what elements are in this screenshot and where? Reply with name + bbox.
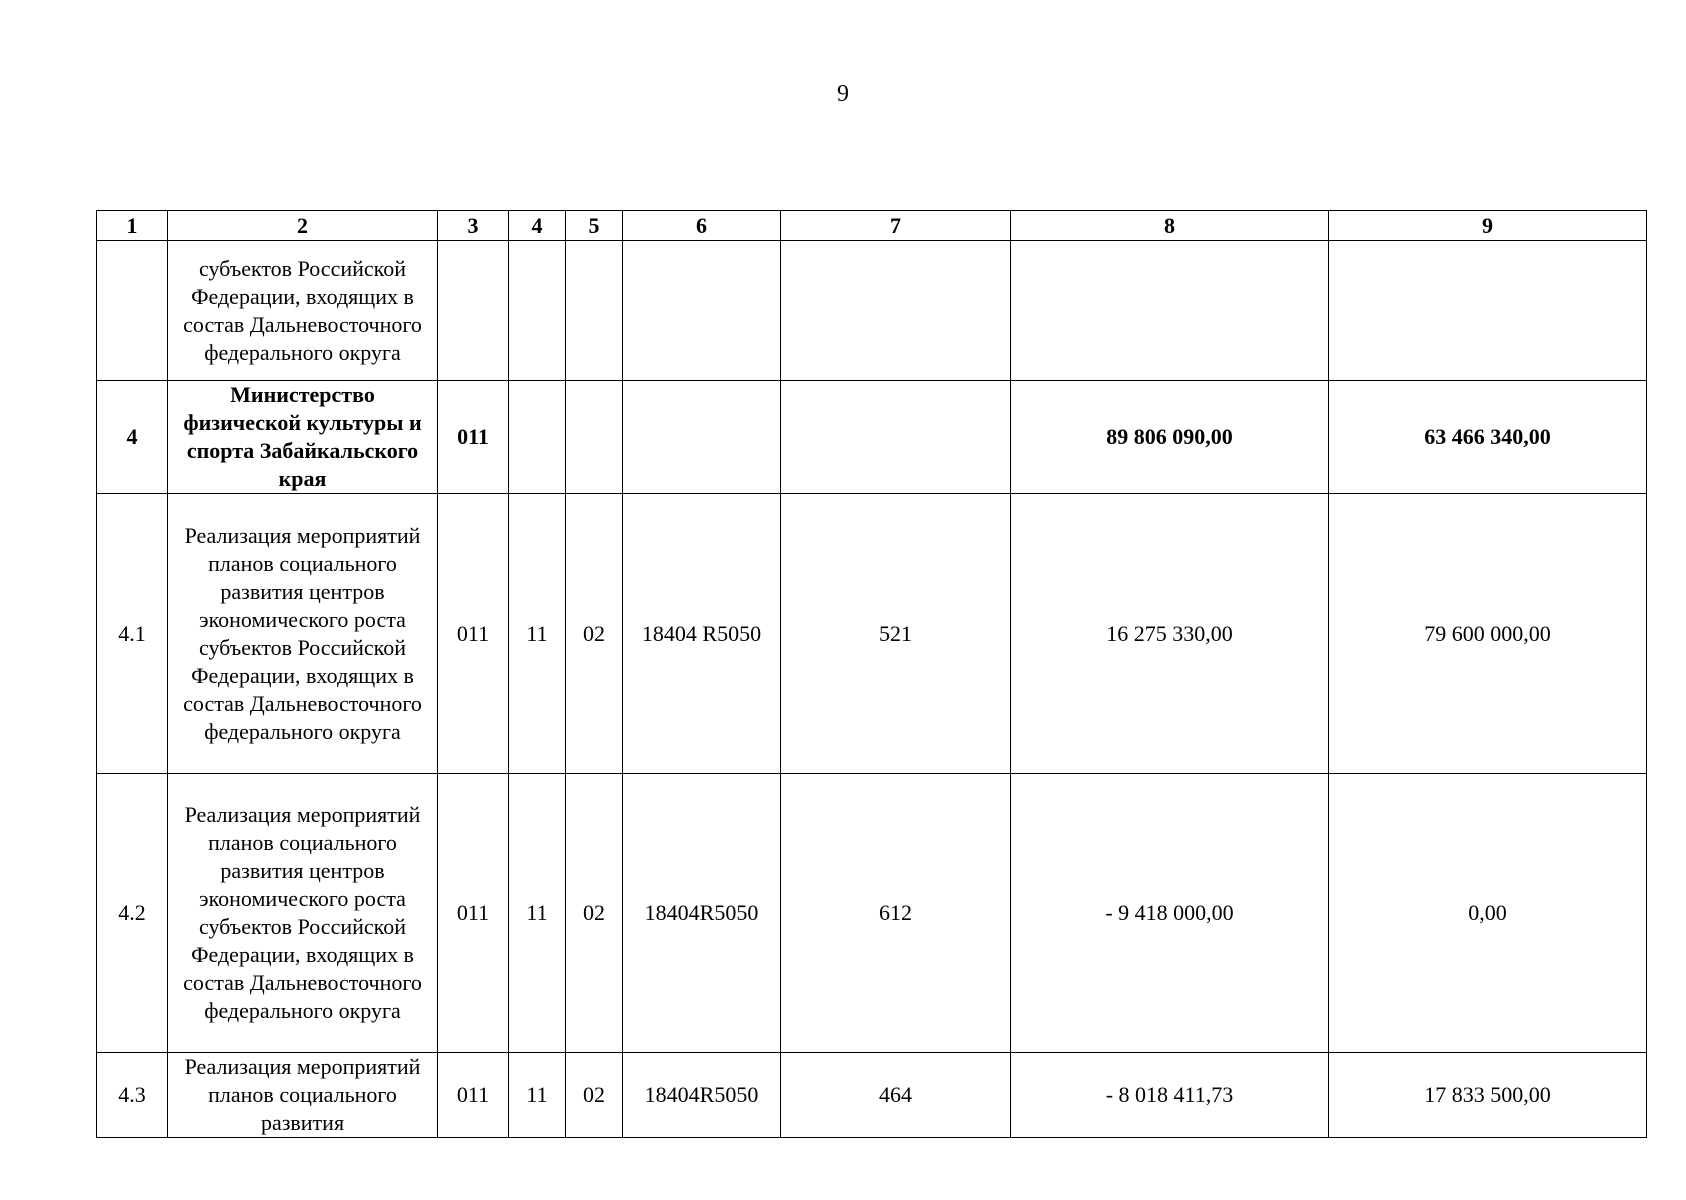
- cell-c8: - 9 418 000,00: [1011, 774, 1329, 1053]
- cell-c3: 011: [438, 494, 509, 774]
- cell-c6: [623, 381, 781, 494]
- cell-c3: [438, 241, 509, 381]
- cell-c3: 011: [438, 381, 509, 494]
- cell-num: [97, 241, 168, 381]
- cell-name: субъектов Российской Федерации, входящих в состав Дальневосточного федерального округа: [168, 241, 438, 381]
- header-col-1: 1: [97, 211, 168, 241]
- header-row: [97, 211, 1647, 241]
- cell-c7: 521: [781, 494, 1011, 774]
- cell-num: 4.1: [97, 494, 168, 774]
- cell-c9: [1329, 241, 1647, 381]
- header-col-7: 7: [781, 211, 1011, 241]
- cell-name: Реализация мероприятий планов социального развития: [168, 1053, 438, 1138]
- cell-name: Реализация мероприятий планов социального развития центров экономического роста субъектов Российской Федерации, входящих в состав Дальневосточного федерального округа: [168, 774, 438, 1053]
- cell-c8: [1011, 241, 1329, 381]
- budget-table: [96, 210, 1647, 1138]
- cell-num: 4.3: [97, 1053, 168, 1138]
- cell-c9: 79 600 000,00: [1329, 494, 1647, 774]
- cell-c6: [623, 241, 781, 381]
- table-row-continuation: [97, 241, 1647, 381]
- cell-c4: 11: [509, 494, 566, 774]
- cell-c4: [509, 241, 566, 381]
- header-col-4: 4: [509, 211, 566, 241]
- header-col-6: 6: [623, 211, 781, 241]
- cell-c7: [781, 381, 1011, 494]
- cell-c4: 11: [509, 774, 566, 1053]
- cell-c4: [509, 381, 566, 494]
- header-col-5: 5: [566, 211, 623, 241]
- table-row-4-3: [97, 1053, 1647, 1138]
- cell-c6: 18404R5050: [623, 774, 781, 1053]
- table-row-4-1: [97, 494, 1647, 774]
- cell-c6: 18404R5050: [623, 1053, 781, 1138]
- cell-c5: 02: [566, 494, 623, 774]
- cell-c8: 89 806 090,00: [1011, 381, 1329, 494]
- cell-c3: 011: [438, 774, 509, 1053]
- header-col-9: 9: [1329, 211, 1647, 241]
- cell-num: 4: [97, 381, 168, 494]
- cell-c6: 18404 R5050: [623, 494, 781, 774]
- table-row-4: [97, 381, 1647, 494]
- cell-c5: [566, 381, 623, 494]
- cell-c5: 02: [566, 774, 623, 1053]
- cell-name: Министерство физической культуры и спорта Забайкальского края: [168, 381, 438, 494]
- cell-c9: 0,00: [1329, 774, 1647, 1053]
- table-row-4-2: [97, 774, 1647, 1053]
- cell-c9: 17 833 500,00: [1329, 1053, 1647, 1138]
- cell-c5: 02: [566, 1053, 623, 1138]
- cell-c9: 63 466 340,00: [1329, 381, 1647, 494]
- cell-c5: [566, 241, 623, 381]
- page-number: 9: [837, 81, 849, 107]
- cell-c7: 464: [781, 1053, 1011, 1138]
- cell-c4: 11: [509, 1053, 566, 1138]
- cell-c8: 16 275 330,00: [1011, 494, 1329, 774]
- cell-num: 4.2: [97, 774, 168, 1053]
- header-col-8: 8: [1011, 211, 1329, 241]
- cell-c7: 612: [781, 774, 1011, 1053]
- cell-name: Реализация мероприятий планов социального развития центров экономического роста субъектов Российской Федерации, входящих в состав Дальневосточного федерального округа: [168, 494, 438, 774]
- cell-c3: 011: [438, 1053, 509, 1138]
- cell-c8: - 8 018 411,73: [1011, 1053, 1329, 1138]
- cell-c7: [781, 241, 1011, 381]
- header-col-3: 3: [438, 211, 509, 241]
- header-col-2: 2: [168, 211, 438, 241]
